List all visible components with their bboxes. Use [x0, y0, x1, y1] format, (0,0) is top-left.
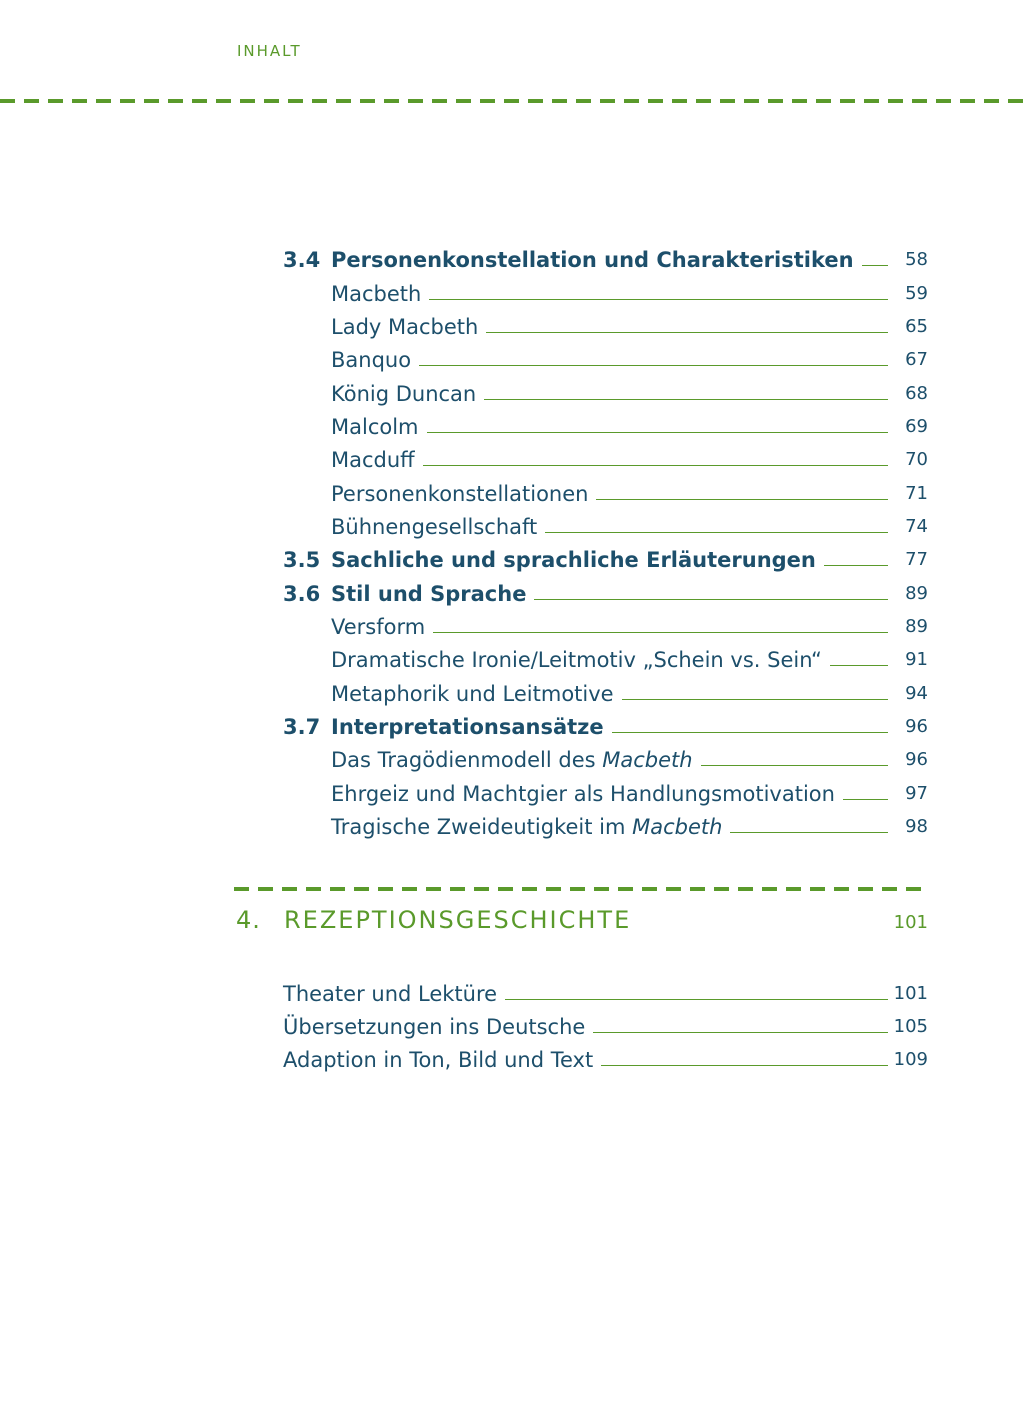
dot-leader	[843, 799, 888, 800]
page-number: 70	[905, 449, 928, 470]
dot-leader	[730, 832, 888, 833]
entry-title: Dramatische Ironie/Leitmotiv „Schein vs. Sein“	[331, 648, 822, 672]
dot-leader	[486, 332, 888, 333]
section-number: 3.4	[283, 248, 321, 272]
entry-title: Metaphorik und Leitmotive	[331, 682, 614, 706]
entry-title: König Duncan	[331, 382, 477, 406]
dot-leader	[596, 499, 888, 500]
entry-title-italic: Macbeth	[632, 815, 723, 839]
entry-title-italic: Macbeth	[602, 748, 693, 772]
toc-entry[interactable]	[0, 677, 1024, 711]
toc-entry[interactable]	[0, 343, 1024, 377]
entry-title: Übersetzungen ins Deutsche	[283, 1015, 586, 1039]
chapter-title: REZEPTIONSGESCHICHTE	[284, 906, 632, 934]
toc-section-3-5[interactable]	[0, 543, 1024, 577]
page-number: 89	[905, 616, 928, 637]
dot-leader	[423, 465, 888, 466]
toc-entry[interactable]	[0, 277, 1024, 311]
toc-section-3-7[interactable]	[0, 710, 1024, 744]
dot-leader	[601, 1065, 888, 1066]
page-number: 98	[905, 816, 928, 837]
entry-title: Malcolm	[331, 415, 419, 439]
page-number: 67	[905, 349, 928, 370]
toc-section-3-6[interactable]	[0, 577, 1024, 611]
dot-leader	[433, 632, 888, 633]
section-title: Stil und Sprache	[331, 582, 527, 606]
running-head: INHALT	[237, 42, 302, 60]
page-number: 69	[905, 416, 928, 437]
entry-title: Theater und Lektüre	[283, 982, 498, 1006]
page-number: 65	[905, 316, 928, 337]
toc-entry[interactable]	[0, 810, 1024, 844]
chapter-number: 4.	[236, 906, 261, 934]
page-number: 91	[905, 649, 928, 670]
dot-leader	[593, 1032, 888, 1033]
toc-entry[interactable]	[0, 610, 1024, 644]
page-number: 74	[905, 516, 928, 537]
page-number: 109	[893, 1049, 928, 1070]
dot-leader	[701, 765, 888, 766]
entry-title: Banquo	[331, 348, 412, 372]
entry-title: Macduff	[331, 448, 415, 472]
toc-entry[interactable]	[0, 410, 1024, 444]
toc-entry[interactable]	[0, 977, 1024, 1011]
page-number: 68	[905, 383, 928, 404]
page-number: 94	[905, 683, 928, 704]
dot-leader	[534, 599, 888, 600]
toc-entry[interactable]	[0, 643, 1024, 677]
toc-entry[interactable]	[0, 477, 1024, 511]
dot-leader	[427, 432, 888, 433]
toc-entry[interactable]	[0, 310, 1024, 344]
section-number: 3.6	[283, 582, 321, 606]
top-dashed-rule	[0, 99, 1024, 103]
page-number: 101	[893, 983, 928, 1004]
toc-entry[interactable]	[0, 443, 1024, 477]
toc-entry[interactable]	[0, 1043, 1024, 1077]
chapter-4-heading[interactable]	[0, 906, 1024, 946]
toc-entry[interactable]	[0, 510, 1024, 544]
page-number: 105	[893, 1016, 928, 1037]
page-number: 77	[905, 549, 928, 570]
toc-entry[interactable]	[0, 777, 1024, 811]
entry-title-prefix: Tragische Zweideutigkeit im	[331, 815, 633, 839]
dot-leader	[545, 532, 888, 533]
entry-title: Ehrgeiz und Machtgier als Handlungsmotivation	[331, 782, 835, 806]
dot-leader	[862, 265, 888, 266]
page-number: 96	[905, 749, 928, 770]
section-title: Personenkonstellation und Charakteristiken	[331, 248, 854, 272]
section-title: Interpretationsansätze	[331, 715, 604, 739]
dot-leader	[830, 665, 888, 666]
dot-leader	[505, 999, 888, 1000]
dot-leader	[824, 565, 888, 566]
page-number: 97	[905, 783, 928, 804]
entry-title-prefix: Das Tragödienmodell des	[331, 748, 603, 772]
section-number: 3.5	[283, 548, 321, 572]
page-number: 71	[905, 483, 928, 504]
section-title: Sachliche und sprachliche Erläuterungen	[331, 548, 816, 572]
chapter-dashed-rule	[234, 887, 930, 891]
entry-title	[331, 743, 693, 777]
entry-title: Macbeth	[331, 282, 422, 306]
page-number: 96	[905, 716, 928, 737]
entry-title: Lady Macbeth	[331, 315, 479, 339]
toc-section-3-4[interactable]	[0, 243, 1024, 277]
dot-leader	[429, 299, 888, 300]
toc-entry[interactable]	[0, 377, 1024, 411]
chapter-page-number: 101	[893, 912, 928, 933]
dot-leader	[484, 399, 888, 400]
entry-title: Adaption in Ton, Bild und Text	[283, 1048, 594, 1072]
page-number: 89	[905, 583, 928, 604]
page-number: 58	[905, 249, 928, 270]
entry-title	[331, 810, 722, 844]
toc-entry[interactable]	[0, 743, 1024, 777]
entry-title: Personenkonstellationen	[331, 482, 589, 506]
page-number: 59	[905, 283, 928, 304]
section-number: 3.7	[283, 715, 321, 739]
entry-title: Versform	[331, 615, 426, 639]
toc-entry[interactable]	[0, 1010, 1024, 1044]
dot-leader	[622, 699, 888, 700]
entry-title: Bühnengesellschaft	[331, 515, 538, 539]
dot-leader	[612, 732, 888, 733]
dot-leader	[419, 365, 888, 366]
